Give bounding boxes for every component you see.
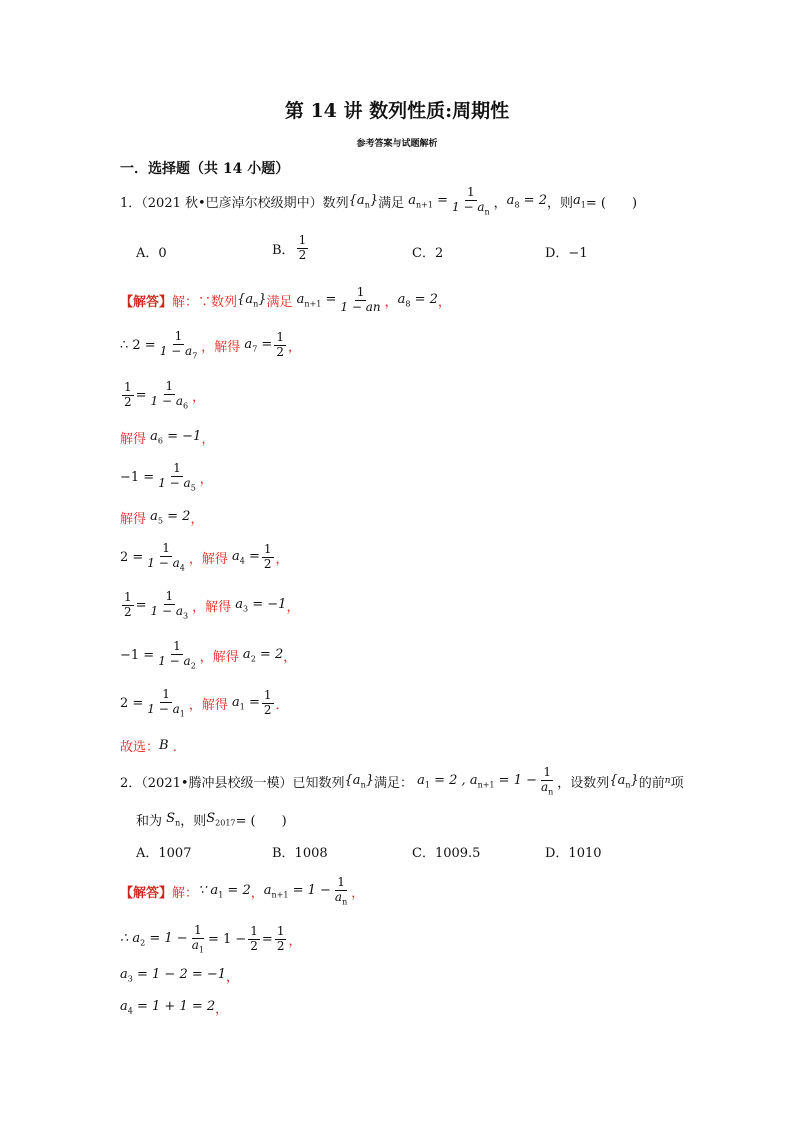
q2-answer-header: 【解答】 解： ∵ $a_1 = 2$ ， $a_{n+1} = 1$ − $\frac{1}{a_n}$ ， (120, 875, 365, 907)
q1-option-c[interactable]: C．2 (412, 246, 444, 261)
page-title: 第 14 讲 数列性质:周期性 (284, 100, 510, 122)
q1-answer-header: 【解答】 解： ∵数列 $\{a_n\}$ 满足 $a_{n+1}$ = $\frac{1}{1 - an}$ ， $a_8 = 2$ ， (120, 285, 451, 314)
fraction: $\frac{1}{1 - a_7}$ (159, 329, 198, 361)
q1-step-8: −1 = $\frac{1}{1 - a_2}$ ，解得 $a_2 = 2$ ， (120, 639, 297, 671)
q1-option-d[interactable]: D．−1 (545, 246, 588, 261)
fraction: $\frac{1}{a_n}$ (334, 875, 348, 907)
q2-option-a[interactable]: A．1007 (136, 846, 192, 861)
fraction: $\frac{1}{a_1}$ (191, 923, 204, 955)
q1-conclusion: 故选： B ． (120, 738, 186, 755)
q1-stem: 1．（2021 秋•巴彦淖尔校级期中）数列 $\{a_n\}$ 满足 $a_{n+1}$ = $\frac{1}{1 - a_n}$ ， $a_8 = 2$ ，则 $a_1$ = ( ) (120, 185, 638, 217)
fraction: $\frac{1}{2}$ (276, 329, 284, 359)
q1-step-1: ∴ 2 = $\frac{1}{1 - a_7}$ ，解得 $a_7$ = $\frac{1}{2}$ ， (120, 329, 301, 361)
q2-option-c[interactable]: C．1009.5 (412, 846, 481, 861)
q2-stem: 2．（2021•腾冲县校级一模）已知数列 $\{a_n\}$ 满足： $a_1 = 2$ , $a_{n+1} = 1$ − $\frac{1}{a_n}$ ，设数列 $\{a_n\}$ 的前 n 项 (120, 765, 684, 797)
fraction: $\frac{1}{1 - a_1}$ (147, 687, 185, 719)
section-heading: 一．选择题（共 14 小题） (120, 161, 290, 177)
fraction: $\frac{1}{2}$ (276, 923, 285, 953)
fraction: 1 2 (298, 233, 307, 262)
q2-option-b[interactable]: B．1008 (272, 846, 328, 861)
fraction: $\frac{1}{1 - a_3}$ (150, 589, 189, 621)
q2-stem-line2: 和为 $S_n$ ，则 $S_{2017}$ = ( ) (136, 811, 287, 829)
fraction: $\frac{1}{1 - a_n}$ (452, 185, 490, 217)
q1-step-9: 2 = $\frac{1}{1 - a_1}$ ，解得 $a_1$ = $\frac{1}{2}$ ． (120, 687, 289, 719)
fraction: $\frac{1}{2}$ (124, 379, 132, 409)
page-subtitle: 参考答案与试题解析 (356, 139, 438, 149)
q2-step-1: ∴ $a_2 = 1$ − $\frac{1}{a_1}$ = 1 − $\frac{1}{2}$ = $\frac{1}{2}$ ， (120, 923, 302, 955)
q2-step-2: $a_3 = 1 - 2 = -1$ ， (120, 967, 240, 985)
fraction: $\frac{1}{1 - a_6}$ (150, 379, 189, 411)
fraction: $\frac{1}{a_n}$ (540, 765, 554, 797)
fraction: $\frac{1}{2}$ (263, 687, 272, 717)
q1-option-a[interactable]: A．0 (136, 246, 167, 261)
fraction: $\frac{1}{1 - a_2}$ (158, 639, 196, 671)
fraction: $\frac{1}{2}$ (250, 923, 258, 953)
q1-step-2: $\frac{1}{2}$ = $\frac{1}{1 - a_6}$ ， (124, 379, 206, 411)
q1-option-b[interactable]: B． 1 2 (272, 233, 307, 262)
fraction: $\frac{1}{1 - a_5}$ (158, 461, 196, 493)
fraction: $\frac{1}{2}$ (124, 589, 132, 619)
fraction: $\frac{1}{1 - a_4}$ (147, 541, 185, 573)
q2-option-d[interactable]: D．1010 (545, 846, 602, 861)
fraction: $\frac{1}{1 - an}$ (340, 285, 381, 314)
q2-step-3: $a_4 = 1 + 1 = 2$ ， (120, 999, 229, 1017)
q1-step-3: 解得 $a_6 = -1$ ， (120, 429, 215, 447)
q1-step-6: 2 = $\frac{1}{1 - a_4}$ ，解得 $a_4$ = $\frac{1}{2}$ ， (120, 541, 289, 573)
q1-step-7: $\frac{1}{2}$ = $\frac{1}{1 - a_3}$ ，解得 $a_3 = -1$ ， (124, 589, 300, 621)
q1-step-4: −1 = $\frac{1}{1 - a_5}$ ， (120, 461, 213, 493)
q1-step-5: 解得 $a_5 = 2$ ， (120, 509, 204, 527)
fraction: $\frac{1}{2}$ (263, 541, 272, 571)
